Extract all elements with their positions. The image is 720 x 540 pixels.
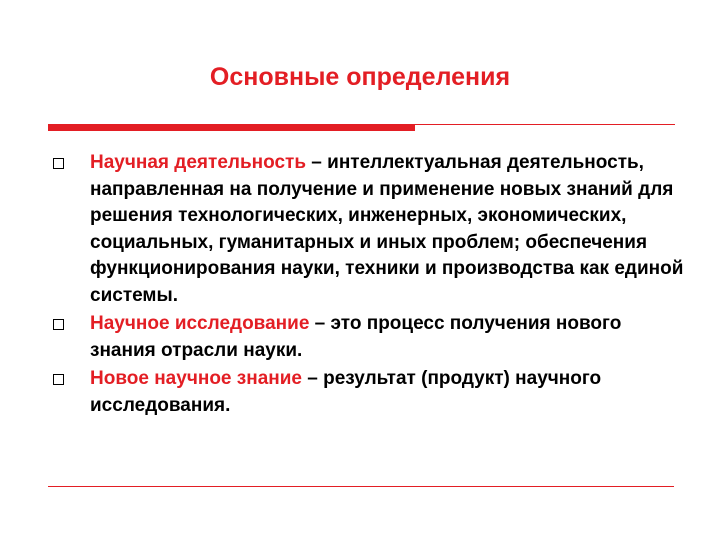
slide-title: Основные определения: [209, 63, 511, 91]
definition-text: – интеллектуальная деятельность, направленная на получение и применение новых знаний для решения технологических, инженерных, экономических, социальных, гуманитарных и иных проблем; обеспечения функционирования науки, техники и производства как единой системы.: [90, 152, 684, 306]
title-underline-thin: [415, 124, 675, 125]
square-bullet-icon: [53, 374, 64, 385]
definition-term: Научная деятельность: [90, 152, 307, 173]
definition-term: Научное исследование: [90, 313, 310, 334]
definition-text: – результат (продукт) научного исследования.: [90, 368, 602, 416]
list-item: [50, 311, 690, 364]
definition-text: – это процесс получения нового знания отрасли науки.: [90, 313, 622, 361]
square-bullet-icon: [53, 319, 64, 330]
definitions-list: [50, 150, 690, 421]
square-bullet-icon: [53, 158, 64, 169]
title-underline-thick: [48, 124, 415, 131]
bottom-divider: [48, 486, 674, 487]
list-item: [50, 150, 690, 309]
definition-term: Новое научное знание: [90, 368, 302, 389]
list-item: [50, 366, 690, 419]
